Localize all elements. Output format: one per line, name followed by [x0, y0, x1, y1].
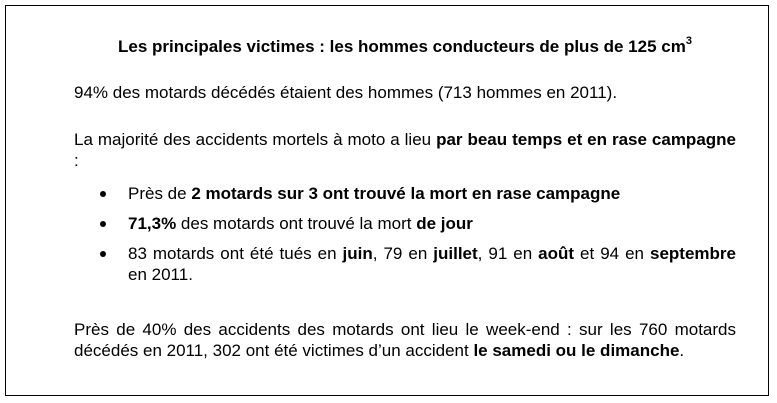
- bold-span: juillet: [433, 244, 478, 263]
- bold-span: juin: [342, 244, 373, 263]
- text-span: en 2011.: [128, 265, 193, 284]
- paragraph-men-share: 94% des motards décédés étaient des hommes (713 hommes en 2011).: [74, 83, 618, 102]
- paragraph-weekend: [74, 319, 736, 361]
- bullet-list: [74, 183, 736, 285]
- text-span: , 91 en: [477, 244, 539, 263]
- list-item: [74, 183, 736, 204]
- info-box: [5, 5, 769, 396]
- text-span: des motards ont trouvé la mort: [176, 214, 417, 233]
- bold-span: le samedi ou le dimanche: [473, 341, 680, 360]
- bullet-icon: [100, 251, 106, 257]
- text-span: Près de: [128, 184, 192, 203]
- list-item: [74, 243, 736, 285]
- section-title-text: Les principales victimes : les hommes conducteurs de plus de 125 cm: [118, 37, 686, 56]
- section-title: [74, 36, 736, 57]
- text-span: et 94 en: [574, 244, 651, 263]
- bold-span: de jour: [416, 214, 473, 233]
- text-span: , 79 en: [372, 244, 434, 263]
- bold-span: 71,3%: [128, 214, 177, 233]
- bold-span: août: [538, 244, 575, 263]
- text-span: La majorité des accidents mortels à moto a lieu: [74, 130, 437, 149]
- bold-span: 2 motards sur 3 ont trouvé la mort en rase campagne: [191, 184, 621, 203]
- bullet-icon: [100, 191, 106, 197]
- text-span: :: [74, 151, 79, 170]
- list-item: [74, 213, 736, 234]
- bullet-icon: [100, 221, 106, 227]
- title-superscript: 3: [685, 35, 692, 48]
- text-span: Près de 40% des accidents des motards ont lieu le week-end : sur les 760 motards décédés en 2011, 302 ont été victimes d’un accident: [74, 320, 736, 360]
- bold-span: par beau temps et en rase campagne: [436, 130, 736, 149]
- text-span: 83 motards ont été tués en: [128, 244, 343, 263]
- paragraph-conditions: [74, 129, 736, 171]
- bold-span: septembre: [650, 244, 736, 263]
- text-span: .: [679, 341, 685, 360]
